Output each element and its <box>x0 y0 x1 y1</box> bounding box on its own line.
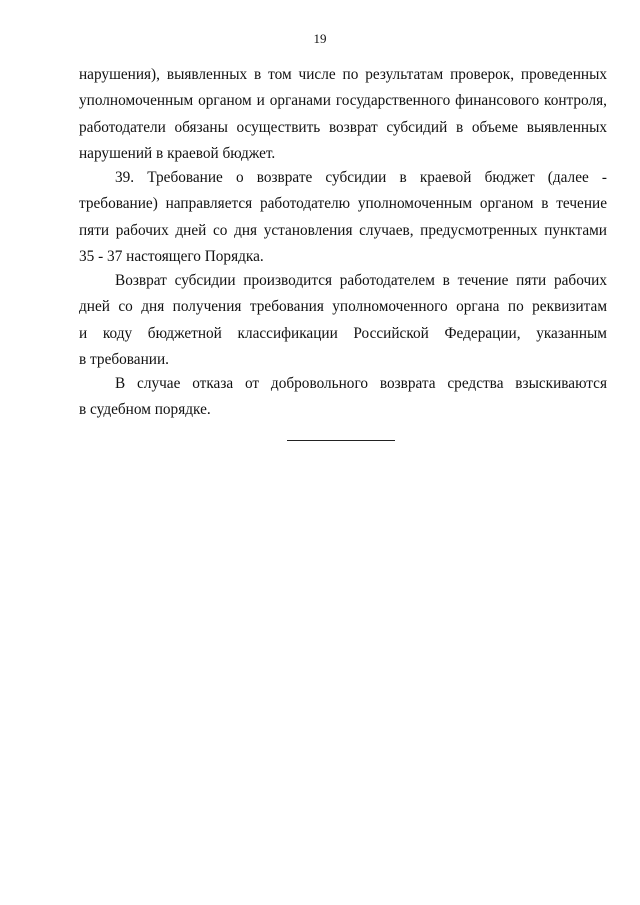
paragraph-continuation <box>79 62 607 168</box>
text-line: 39. Требование о возврате субсидии в краевой бюджет (далее - <box>115 169 607 186</box>
text-line: требование) направляется работодателю уполномоченным органом в течение <box>79 195 607 213</box>
text-line: В случае отказа от добровольного возврата средства взыскиваются <box>115 375 607 392</box>
text-line: уполномоченным органом и органами государственного финансового контроля, <box>79 92 607 110</box>
text-line: нарушения), выявленных в том числе по результатам проверок, проведенных <box>79 66 607 83</box>
page-number: 19 <box>313 31 327 46</box>
paragraph-item-39 <box>79 165 607 271</box>
text-line: дней со дня получения требования уполномоченного органа по реквизитам <box>79 298 607 316</box>
text-line: пяти рабочих дней со дня установления случаев, предусмотренных пунктами <box>79 221 607 239</box>
end-divider-line <box>287 440 395 441</box>
paragraph-subsidy-return <box>79 268 607 374</box>
text-line: в требовании. <box>79 351 169 369</box>
text-line: в судебном порядке. <box>79 401 211 419</box>
text-line: нарушений в краевой бюджет. <box>79 145 276 163</box>
text-line: Возврат субсидии производится работодателем в течение пяти рабочих <box>115 272 607 289</box>
text-line: работодатели обязаны осуществить возврат субсидий в объеме выявленных <box>79 118 607 136</box>
text-line: и коду бюджетной классификации Российской Федерации, указанным <box>79 324 607 342</box>
paragraph-refusal <box>79 371 607 424</box>
text-line: 35 - 37 настоящего Порядка. <box>79 248 264 266</box>
